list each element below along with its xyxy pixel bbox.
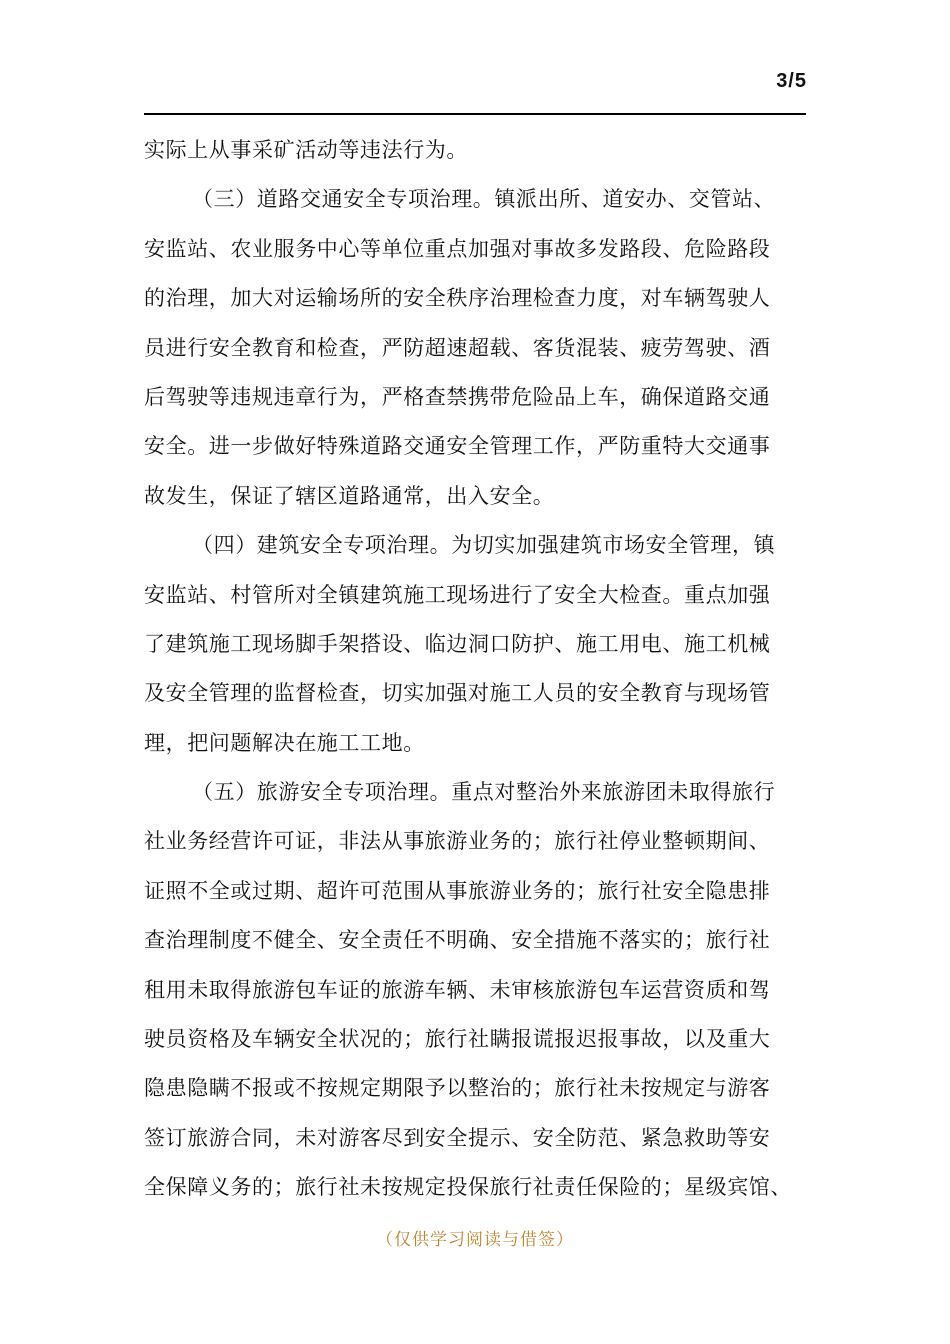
text-line: 的治理，加大对运输场所的安全秩序治理检查力度，对车辆驾驶人	[144, 286, 771, 311]
text-line: 安全。进一步做好特殊道路交通安全管理工作，严防重特大交通事	[144, 434, 771, 459]
text-line: 实际上从事采矿活动等违法行为。	[144, 138, 468, 162]
page-number: 3/5	[776, 70, 807, 92]
text-line: 安监站、农业服务中心等单位重点加强对事故多发路段、危险路段	[144, 236, 771, 261]
document-body	[144, 126, 808, 1213]
header-divider	[144, 113, 806, 115]
text-line: 签订旅游合同，未对游客尽到安全提示、安全防范、紧急救助等安	[144, 1125, 771, 1150]
text-line: 后驾驶等违规违章行为，严格查禁携带危险品上车，确保道路交通	[144, 384, 771, 409]
text-line: 全保障义务的；旅行社未按规定投保旅行社责任保险的；星级宾馆、	[144, 1175, 792, 1200]
text-line: 证照不全或过期、超许可范围从事旅游业务的；旅行社安全隐患排	[144, 878, 771, 903]
paragraph-start-line: （三）道路交通安全专项治理。镇派出所、道安办、交管站、	[192, 187, 776, 212]
text-line: 社业务经营许可证，非法从事旅游业务的；旅行社停业整顿期间、	[144, 829, 771, 854]
text-line: 驶员资格及车辆安全状况的；旅行社瞒报谎报迟报事故，以及重大	[144, 1027, 771, 1052]
text-line: 故发生，保证了辖区道路通常，出入安全。	[144, 483, 555, 508]
paragraph-start-line: （五）旅游安全专项治理。重点对整治外来旅游团未取得旅行	[192, 780, 776, 805]
text-line: 员进行安全教育和检查，严防超速超载、客货混装、疲劳驾驶、酒	[144, 335, 771, 360]
text-line: 及安全管理的监督检查，切实加强对施工人员的安全教育与现场管	[144, 681, 771, 706]
footer-note: （仅供学习阅读与借签）	[376, 1230, 574, 1250]
paragraph-start-line: （四）建筑安全专项治理。为切实加强建筑市场安全管理，镇	[192, 533, 776, 558]
text-line: 了建筑施工现场脚手架搭设、临边洞口防护、施工用电、施工机械	[144, 631, 771, 656]
text-line: 隐患隐瞒不报或不按规定期限予以整治的；旅行社未按规定与游客	[144, 1076, 771, 1101]
text-line: 安监站、村管所对全镇建筑施工现场进行了安全大检查。重点加强	[144, 582, 771, 607]
text-line: 租用未取得旅游包车证的旅游车辆、未审核旅游包车运营资质和驾	[144, 977, 771, 1002]
text-line: 理，把问题解决在施工工地。	[144, 730, 425, 755]
text-line: 查治理制度不健全、安全责任不明确、安全措施不落实的；旅行社	[144, 928, 771, 953]
